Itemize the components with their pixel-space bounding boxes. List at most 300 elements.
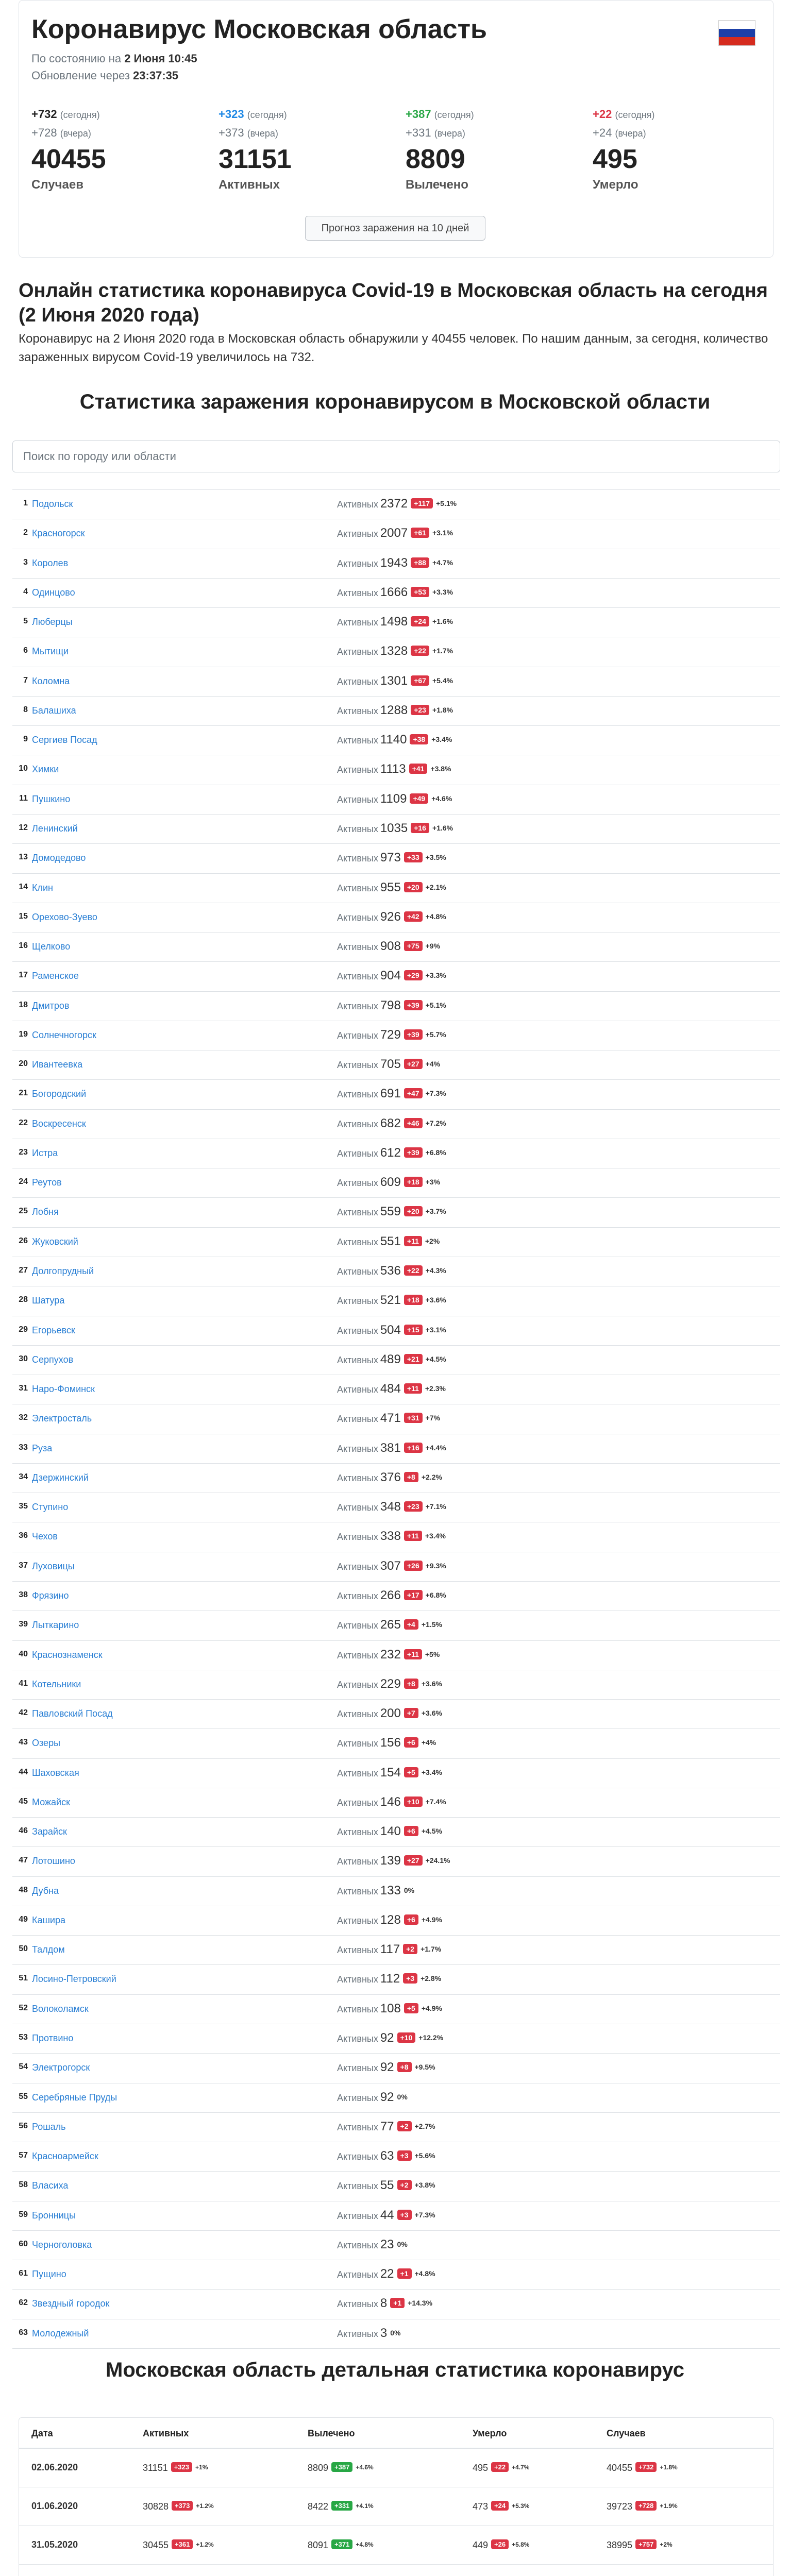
growth-percent: 0%	[397, 2092, 408, 2101]
delta-badge: +117	[411, 498, 433, 509]
city-link[interactable]: Клин	[32, 882, 53, 893]
delta-badge: +46	[404, 1118, 423, 1128]
stat-total: 31151	[218, 144, 292, 174]
delta-badge: +39	[404, 1029, 423, 1040]
stat-delta: +22	[593, 108, 612, 121]
cell-value: 31151	[143, 2463, 168, 2473]
city-link[interactable]: Лыткарино	[32, 1620, 79, 1631]
city-link[interactable]: Лотошино	[32, 1856, 75, 1867]
city-link[interactable]: Протвино	[32, 2033, 74, 2044]
city-link[interactable]: Шатура	[32, 1295, 65, 1306]
active-count	[337, 497, 457, 511]
active-value: 22	[380, 2267, 394, 2281]
stat-total: 495	[593, 144, 637, 174]
city-link[interactable]: Талдом	[32, 1944, 65, 1955]
active-label: Активных	[337, 1236, 378, 1247]
city-link[interactable]: Наро-Фоминск	[32, 1384, 95, 1395]
delta-badge: +22	[404, 1265, 423, 1276]
active-label: Активных	[337, 1060, 378, 1071]
active-count	[337, 2208, 435, 2223]
table-row	[12, 1139, 780, 1168]
city-link[interactable]: Лосино-Петровский	[32, 1974, 116, 1985]
active-label: Активных	[337, 2151, 378, 2162]
active-value: 908	[380, 939, 401, 954]
row-rank: 34	[19, 1472, 28, 1481]
city-link[interactable]: Истра	[32, 1147, 58, 1158]
delta-badge: +15	[404, 1325, 423, 1335]
growth-percent: +4.9%	[421, 1915, 442, 1924]
growth-percent: +3.1%	[432, 529, 453, 537]
row-rank: 15	[19, 911, 28, 921]
row-rank: 43	[19, 1738, 28, 1747]
active-value: 1943	[380, 555, 408, 570]
row-rank: 35	[19, 1502, 28, 1511]
column-header: Умерло	[473, 2428, 507, 2438]
growth-percent: +1.9%	[660, 2502, 678, 2510]
city-link[interactable]: Можайск	[32, 1797, 70, 1807]
growth-percent: +7.1%	[425, 1502, 446, 1511]
active-count	[337, 556, 453, 570]
active-label: Активных	[337, 1679, 378, 1690]
page-title: Коронавирус Московская область	[31, 14, 487, 44]
city-link[interactable]: Долгопрудный	[32, 1266, 94, 1277]
delta-badge: +21	[404, 1354, 423, 1364]
active-value: 609	[380, 1175, 401, 1190]
value-cell	[308, 2462, 374, 2473]
table-row	[12, 1965, 780, 1994]
active-label: Активных	[337, 1266, 378, 1277]
row-rank: 1	[23, 499, 28, 507]
active-count	[337, 1264, 446, 1278]
row-rank: 8	[23, 705, 28, 714]
active-label: Активных	[337, 1414, 378, 1425]
city-link[interactable]: Зарайск	[32, 1826, 67, 1837]
active-value: 140	[380, 1824, 401, 1839]
delta-badge: +361	[172, 2539, 193, 2549]
growth-percent: +1.6%	[432, 823, 453, 832]
delta-badge: +41	[409, 764, 428, 774]
active-value: 232	[380, 1647, 401, 1662]
city-link[interactable]: Бронницы	[32, 2210, 76, 2221]
active-count	[337, 1618, 442, 1632]
row-rank: 61	[19, 2269, 28, 2278]
row-rank: 29	[19, 1325, 28, 1334]
active-value: 798	[380, 998, 401, 1012]
active-count	[337, 821, 453, 836]
active-label: Активных	[337, 1974, 378, 1985]
active-value: 551	[380, 1234, 401, 1248]
row-rank: 53	[19, 2033, 28, 2042]
table-row	[12, 2054, 780, 2083]
active-value: 92	[380, 2031, 394, 2045]
city-link[interactable]: Коломна	[32, 675, 70, 686]
active-value: 2372	[380, 497, 408, 511]
table-row	[12, 962, 780, 991]
table-row	[12, 1788, 780, 1818]
active-label: Активных	[337, 2328, 378, 2339]
active-value: 729	[380, 1027, 401, 1042]
active-count	[337, 615, 453, 629]
city-link[interactable]: Электрогорск	[32, 2062, 90, 2073]
active-label: Активных	[337, 2122, 378, 2132]
intro-heading: Онлайн статистика коронавируса Covid-19 в Московская область на сегодня (2 Июня 2020 года)	[19, 280, 768, 326]
delta-badge: +5	[404, 1767, 418, 1777]
growth-percent: +5.4%	[432, 676, 453, 685]
city-link[interactable]: Павловский Посад	[32, 1708, 113, 1719]
row-rank: 39	[19, 1620, 28, 1629]
growth-percent: +4.8%	[425, 912, 446, 921]
delta-badge: +728	[635, 2501, 657, 2511]
growth-percent: +3%	[425, 1178, 441, 1187]
delta-badge: +88	[411, 557, 429, 568]
active-count	[337, 1205, 446, 1219]
city-link[interactable]: Балашиха	[32, 705, 76, 716]
active-count	[337, 1824, 442, 1839]
active-count	[337, 1470, 442, 1485]
active-label: Активных	[337, 1709, 378, 1720]
active-value: 682	[380, 1116, 401, 1130]
city-link[interactable]: Молодежный	[32, 2328, 89, 2338]
city-link[interactable]: Волоколамск	[32, 2003, 89, 2014]
city-link[interactable]: Луховицы	[32, 1561, 75, 1571]
city-link[interactable]: Пушкино	[32, 793, 71, 804]
active-count	[337, 1795, 446, 1809]
table-row	[12, 2290, 780, 2319]
row-rank: 51	[19, 1974, 28, 1983]
city-link[interactable]: Одинцово	[32, 587, 75, 598]
city-link[interactable]: Власиха	[32, 2180, 69, 2191]
city-link[interactable]: Дмитров	[32, 1000, 70, 1011]
city-link[interactable]: Ступино	[32, 1502, 69, 1513]
city-link[interactable]: Красноармейск	[32, 2151, 98, 2162]
growth-percent: +3.4%	[421, 1768, 442, 1776]
stat-prev: +728	[31, 126, 57, 139]
city-link[interactable]: Солнечногорск	[32, 1029, 96, 1040]
stat-delta: +387	[406, 108, 431, 121]
city-link[interactable]: Кашира	[32, 1914, 66, 1925]
active-value: 1035	[380, 821, 408, 835]
delta-badge: +387	[331, 2462, 352, 2472]
active-count	[337, 1146, 446, 1160]
table-row	[19, 2565, 774, 2576]
active-label: Активных	[337, 765, 378, 775]
city-link[interactable]: Ивантеевка	[32, 1059, 83, 1070]
row-rank: 58	[19, 2180, 28, 2190]
value-cell	[607, 2501, 678, 2512]
active-label: Активных	[337, 647, 378, 657]
delta-badge: +373	[172, 2501, 193, 2511]
city-link[interactable]: Черноголовка	[32, 2239, 92, 2250]
growth-percent: +7.4%	[425, 1797, 446, 1806]
delta-badge: +8	[404, 1472, 418, 1482]
city-link[interactable]: Реутов	[32, 1177, 62, 1188]
value-cell	[473, 2539, 529, 2551]
delta-badge: +20	[404, 1206, 423, 1216]
active-count	[337, 880, 446, 895]
growth-percent: +3.8%	[430, 765, 451, 773]
table-row	[19, 2487, 774, 2526]
city-link[interactable]: Краснознаменск	[32, 1649, 103, 1660]
active-label: Активных	[337, 1620, 378, 1631]
active-count	[337, 585, 453, 600]
stat-label: Умерло	[593, 178, 638, 192]
search-input[interactable]: Поиск по городу или области	[12, 440, 780, 472]
active-count	[337, 526, 453, 540]
table-row	[12, 844, 780, 873]
city-link[interactable]: Электросталь	[32, 1413, 92, 1424]
city-link[interactable]: Жуковский	[32, 1236, 78, 1247]
city-link[interactable]: Котельники	[32, 1679, 81, 1689]
table-row	[12, 1110, 780, 1139]
active-label: Активных	[337, 2033, 378, 2044]
active-count	[337, 2149, 435, 2163]
active-value: 1301	[380, 673, 408, 688]
table-row	[12, 1670, 780, 1700]
table-row	[12, 1286, 780, 1316]
city-link[interactable]: Воскресенск	[32, 1118, 86, 1129]
growth-percent: +1.7%	[432, 647, 453, 655]
city-link[interactable]: Королев	[32, 557, 69, 568]
delta-badge: +61	[411, 528, 429, 538]
delta-badge: +2	[397, 2180, 412, 2190]
growth-percent: +2.8%	[421, 1974, 442, 1983]
active-label: Активных	[337, 1650, 378, 1660]
delta-badge: +11	[404, 1236, 422, 1246]
city-link[interactable]: Сергиев Посад	[32, 735, 97, 745]
table-row	[12, 815, 780, 844]
active-label: Активных	[337, 1945, 378, 1956]
delta-badge: +27	[404, 1855, 423, 1866]
growth-percent: +4.8%	[414, 2269, 435, 2278]
table-row	[12, 2083, 780, 2113]
active-value: 77	[380, 2119, 394, 2133]
table-row	[12, 490, 780, 519]
active-count	[337, 1942, 441, 1957]
active-count	[337, 1766, 442, 1780]
growth-percent: +14.3%	[408, 2299, 433, 2308]
city-link[interactable]: Фрязино	[32, 1590, 69, 1601]
active-label: Активных	[337, 1178, 378, 1189]
city-link[interactable]: Лобня	[32, 1207, 59, 1217]
city-link[interactable]: Мытищи	[32, 646, 69, 657]
delta-badge: +24	[491, 2501, 509, 2511]
city-link[interactable]: Руза	[32, 1443, 53, 1453]
active-count	[337, 1382, 446, 1396]
row-rank: 40	[19, 1649, 28, 1658]
stat-active: +323 (сегодня) +373 (вчера) 31151 Активных	[218, 108, 394, 192]
active-count	[337, 939, 440, 954]
growth-percent: +1%	[195, 2464, 208, 2471]
city-link[interactable]: Пущино	[32, 2269, 66, 2280]
active-label: Активных	[337, 617, 378, 628]
active-count	[337, 1736, 436, 1750]
delta-badge: +29	[404, 970, 423, 980]
city-link[interactable]: Шаховская	[32, 1767, 79, 1778]
active-label: Активных	[337, 1207, 378, 1218]
city-link[interactable]: Звездный городок	[32, 2298, 110, 2309]
active-value: 484	[380, 1382, 401, 1396]
city-link[interactable]: Чехов	[32, 1531, 58, 1542]
growth-percent: +4.4%	[425, 1443, 446, 1452]
active-value: 112	[380, 1972, 400, 1986]
cities-table	[12, 489, 780, 2348]
city-link[interactable]: Дубна	[32, 1885, 59, 1896]
city-link[interactable]: Дзержинский	[32, 1472, 89, 1483]
delta-badge: +8	[404, 1679, 418, 1689]
table-row	[12, 755, 780, 785]
city-link[interactable]: Озеры	[32, 1738, 61, 1749]
row-rank: 31	[19, 1384, 28, 1393]
active-count	[337, 1648, 440, 1662]
delta-badge: +27	[404, 1059, 423, 1069]
row-rank: 6	[23, 646, 28, 655]
cell-value: 473	[473, 2501, 489, 2512]
active-value: 229	[380, 1676, 401, 1691]
row-rank: 24	[19, 1177, 28, 1187]
growth-percent: +3.8%	[414, 2181, 435, 2190]
active-label: Активных	[337, 1296, 378, 1307]
forecast-button[interactable]: Прогноз заражения на 10 дней	[305, 216, 485, 241]
growth-percent: +1.6%	[432, 617, 453, 626]
growth-percent: +3.7%	[425, 1207, 446, 1216]
active-count	[337, 1559, 446, 1573]
city-link[interactable]: Люберцы	[32, 617, 73, 628]
update-countdown: Обновление через 23:37:35	[31, 69, 179, 82]
active-count	[337, 2060, 435, 2075]
city-link[interactable]: Домодедово	[32, 853, 86, 863]
city-link[interactable]: Серпухов	[32, 1354, 74, 1365]
table-row	[12, 2113, 780, 2142]
row-rank: 4	[23, 587, 28, 596]
table-row	[12, 1995, 780, 2024]
growth-percent: +3.5%	[425, 853, 446, 862]
delta-badge: +38	[410, 734, 428, 744]
city-link[interactable]: Егорьевск	[32, 1325, 75, 1335]
cities-heading: Статистика заражения коронавирусом в Московской области	[79, 391, 711, 413]
cell-value: 38995	[607, 2540, 633, 2550]
active-value: 23	[380, 2237, 394, 2251]
table-row	[12, 903, 780, 933]
table-row	[12, 1080, 780, 1109]
row-rank: 48	[19, 1885, 28, 1894]
cell-value: 30455	[143, 2540, 169, 2550]
delta-badge: +6	[404, 1826, 418, 1836]
active-count	[337, 1529, 446, 1544]
growth-percent: +9%	[425, 942, 441, 951]
city-link[interactable]: Химки	[32, 764, 59, 775]
delta-badge: +371	[331, 2539, 352, 2549]
growth-percent: +7.2%	[425, 1118, 446, 1127]
table-row	[12, 1493, 780, 1522]
table-row	[12, 2231, 780, 2260]
row-rank: 38	[19, 1590, 28, 1599]
city-link[interactable]: Серебряные Пруды	[32, 2092, 117, 2103]
table-row	[12, 608, 780, 637]
russia-flag-icon	[718, 20, 755, 46]
active-value: 973	[380, 851, 401, 865]
row-rank: 21	[19, 1089, 28, 1098]
cell-value: 8809	[308, 2463, 329, 2473]
active-label: Активных	[337, 2269, 378, 2280]
growth-percent: +3.4%	[425, 1532, 446, 1540]
growth-percent: +5%	[425, 1650, 440, 1658]
active-count	[337, 2120, 435, 2134]
stat-deaths: +22 (сегодня) +24 (вчера) 495 Умерло	[593, 108, 768, 192]
active-value: 1109	[380, 791, 407, 806]
growth-percent: +4.3%	[425, 1266, 446, 1275]
city-link[interactable]: Подольск	[32, 499, 73, 509]
date-cell: 01.06.2020	[31, 2501, 78, 2511]
row-rank: 33	[19, 1443, 28, 1452]
row-rank: 23	[19, 1147, 28, 1157]
row-rank: 62	[19, 2298, 28, 2308]
growth-percent: +5.1%	[435, 499, 457, 507]
city-link[interactable]: Ленинский	[32, 823, 78, 834]
growth-percent: +3.3%	[425, 971, 446, 980]
active-value: 926	[380, 909, 401, 924]
active-label: Активных	[337, 1001, 378, 1011]
row-rank: 28	[19, 1295, 28, 1304]
active-count	[337, 1677, 442, 1691]
row-rank: 49	[19, 1914, 28, 1924]
value-cell	[473, 2462, 529, 2473]
active-value: 139	[380, 1854, 401, 1868]
active-value: 1288	[380, 703, 408, 717]
city-link[interactable]: Рошаль	[32, 2121, 66, 2132]
as-of-value: 2 Июня 10:45	[124, 52, 197, 65]
growth-percent: +5.7%	[425, 1030, 446, 1039]
row-rank: 55	[19, 2092, 28, 2101]
delta-badge: +7	[404, 1708, 418, 1718]
row-rank: 54	[19, 2062, 28, 2072]
active-value: 348	[380, 1500, 401, 1514]
table-row	[12, 1021, 780, 1050]
active-count	[337, 1706, 442, 1721]
delta-badge: +3	[397, 2150, 412, 2161]
row-rank: 11	[19, 793, 28, 803]
active-label: Активных	[337, 1384, 378, 1395]
active-count	[337, 969, 446, 983]
city-link[interactable]: Красногорск	[32, 528, 85, 539]
delta-badge: +6	[404, 1737, 418, 1748]
active-value: 1328	[380, 644, 408, 658]
active-label: Активных	[337, 558, 378, 569]
table-row	[12, 2319, 780, 2349]
growth-percent: 0%	[397, 2240, 408, 2248]
growth-percent: 0%	[404, 1886, 415, 1894]
city-link[interactable]: Щелково	[32, 941, 71, 952]
cell-value: 39723	[607, 2501, 633, 2512]
city-link[interactable]: Орехово-Зуево	[32, 911, 97, 922]
growth-percent: +4.8%	[356, 2541, 374, 2548]
active-value: 156	[380, 1736, 401, 1750]
row-rank: 47	[19, 1856, 28, 1865]
table-row	[12, 2024, 780, 2054]
active-count	[337, 674, 453, 688]
delta-badge: +3	[397, 2210, 412, 2220]
delta-badge: +3	[403, 1973, 417, 1984]
table-row	[12, 1818, 780, 1847]
intro-text: Коронавирус на 2 Июня 2020 года в Московская область обнаружили у 40455 человек. По нашим данным, за сегодня, количество зараженных вирусом Covid-19 увеличилось на 732.	[19, 332, 768, 364]
city-link[interactable]: Раменское	[32, 971, 79, 981]
row-rank: 10	[19, 764, 28, 773]
table-row	[12, 1700, 780, 1729]
active-count	[337, 644, 453, 658]
growth-percent: +4.9%	[421, 2004, 442, 2012]
city-link[interactable]: Богородский	[32, 1089, 87, 1099]
value-cell	[308, 2539, 374, 2551]
active-label: Активных	[337, 1089, 378, 1100]
